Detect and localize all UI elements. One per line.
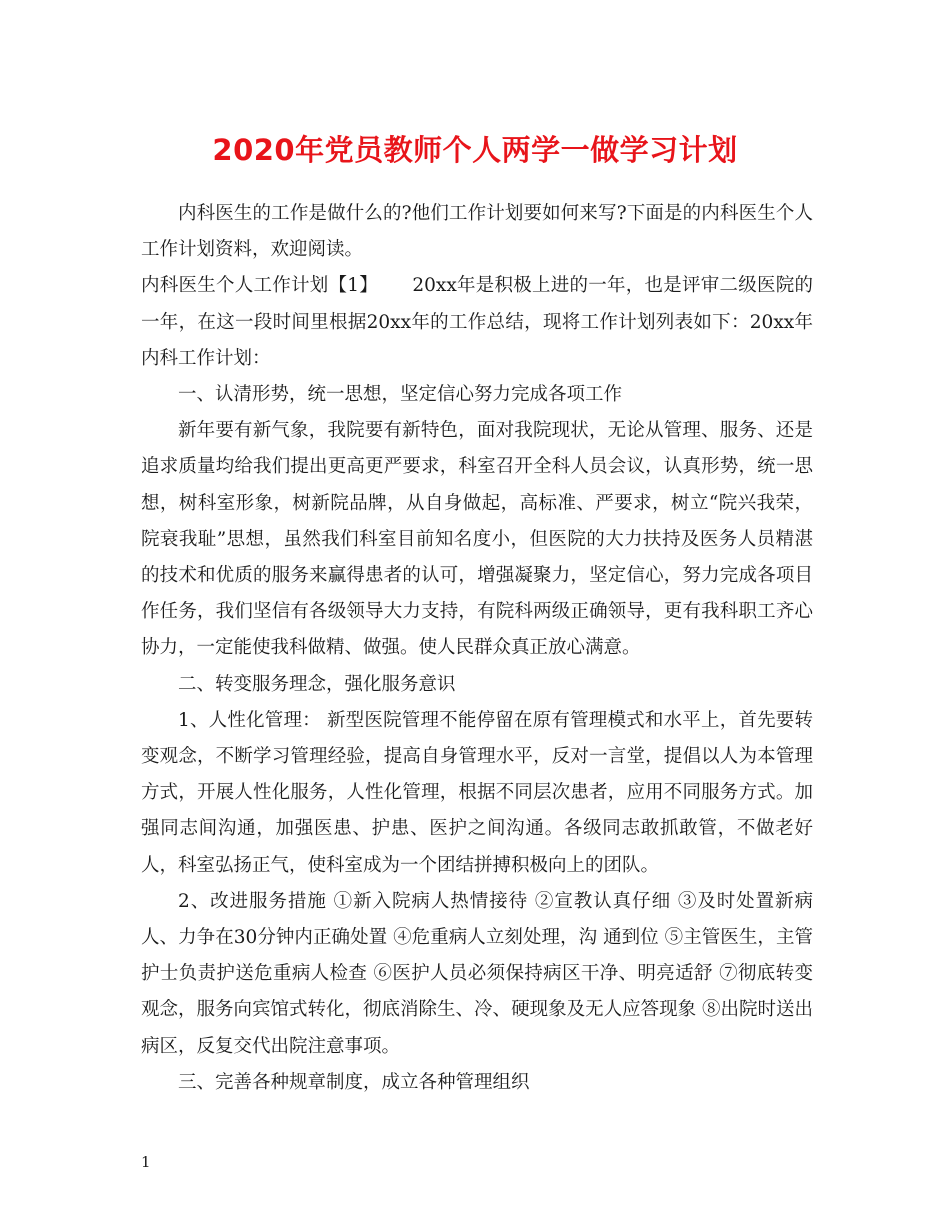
document-body xyxy=(141,196,813,1101)
paragraph: 1、人性化管理： 新型医院管理不能停留在原有管理模式和水平上，首先要转变观念，不断学习管理经验，提高自身管理水平，反对一言堂，提倡以人为本管理方式，开展人性化服务，人性化管理，根据不同层次患者，应用不同服务方式。加强同志间沟通，加强医患、护患、医护之间沟通。各级同志敢抓敢管，不做老好人，科室弘扬正气，使科室成为一个团结拼搏积极向上的团队。 xyxy=(141,709,813,876)
section-heading: 三、完善各种规章制度，成立各种管理组织 xyxy=(178,1071,530,1093)
document-title: 2020年党员教师个人两学一做学习计划 xyxy=(212,133,738,167)
paragraph: 2、改进服务措施 ①新入院病人热情接待 ②宣教认真仔细 ③及时处置新病人、力争在30分钟内正确处置 ④危重病人立刻处理，沟 通到位 ⑤主管医生，主管护士负责护送危重病人检查 ⑥医护人员必须保持病区干净、明亮适舒 ⑦彻底转变观念，服务向宾馆式转化，彻底消除生、冷、硬现象及无人应答现象 ⑧出院时送出病区，反复交代出院注意事项。 xyxy=(141,890,813,1057)
paragraph: 内科医生的工作是做什么的?他们工作计划要如何来写?下面是的内科医生个人工作计划资料，欢迎阅读。 xyxy=(141,203,813,261)
section-heading: 一、认清形势，统一思想，坚定信心努力完成各项工作 xyxy=(178,384,623,406)
paragraph: 新年要有新气象，我院要有新特色，面对我院现状，无论从管理、服务、还是追求质量均给我们提出更高更严要求，科室召开全科人员会议，认真形势，统一思想，树科室形象，树新院品牌，从自身做起，高标准、严要求，树立“院兴我荣，院衰我耻”思想，虽然我们科室目前知名度小，但医院的大力扶持及医务人员精湛的技术和优质的服务来赢得患者的认可，增强凝聚力，坚定信心，努力完成各项目作任务，我们坚信有各级领导大力支持，有院科两级正确领导，更有我科职工齐心协力，一定能使我科做精、做强。使人民群众真正放心满意。 xyxy=(141,420,813,659)
paragraph: 内科医生个人工作计划【1】 20xx年是积极上进的一年，也是评审二级医院的一年，在这一段时间里根据20xx年的工作总结，现将工作计划列表如下：20xx年内科工作计划： xyxy=(141,275,813,369)
page-number: 1 xyxy=(141,1153,151,1171)
section-heading: 二、转变服务理念，强化服务意识 xyxy=(178,673,456,695)
